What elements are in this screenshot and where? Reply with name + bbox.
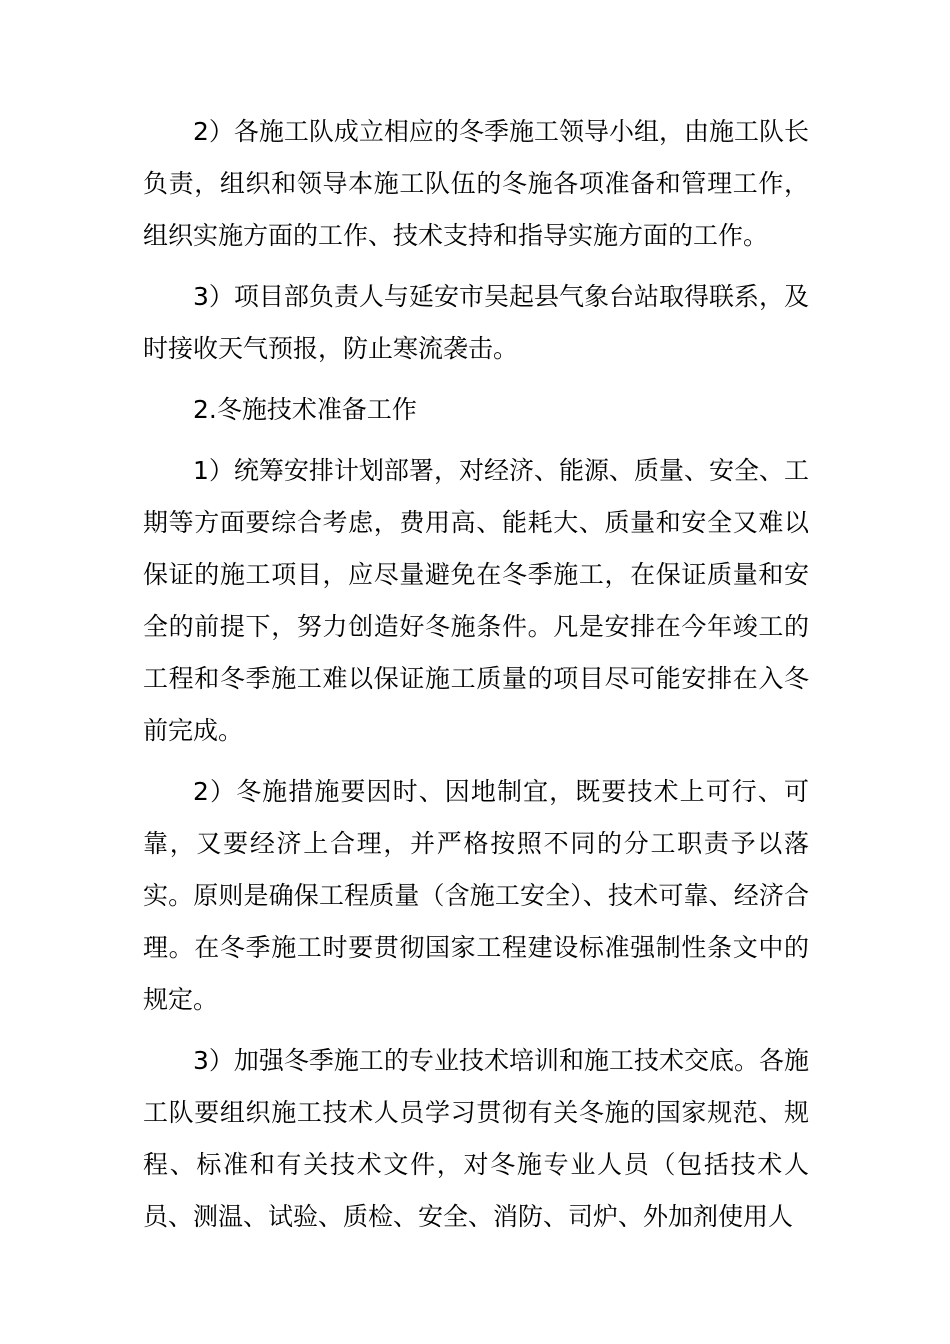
section-heading-technical-preparation: 2.冬施技术准备工作 xyxy=(193,395,417,424)
paragraph-planning: 1）统筹安排计划部署，对经济、能源、质量、安全、工期等方面要综合考虑，费用高、能耗大、质量和安全又难以保证的施工项目，应尽量避免在冬季施工，在保证质量和安全的前提下，努力创造好冬施条件。凡是安排在今年竣工的工程和冬季施工难以保证施工质量的项目尽可能安排在入冬前完成。 xyxy=(143,456,809,745)
document-body xyxy=(143,106,809,1252)
paragraph-training: 3）加强冬季施工的专业技术培训和施工技术交底。各施工队要组织施工技术人员学习贯彻有关冬施的国家规范、规程、标准和有关技术文件，对冬施专业人员（包括技术人员、测温、试验、质检、安全、消防、司炉、外加剂使用人 xyxy=(143,1046,809,1231)
paragraph-measures: 2）冬施措施要因时、因地制宜，既要技术上可行、可靠，又要经济上合理，并严格按照不同的分工职责予以落实。原则是确保工程质量（含施工安全）、技术可靠、经济合理。在冬季施工时要贯彻国家工程建设标准强制性条文中的规定。 xyxy=(143,777,809,1014)
paragraph-weather-contact: 3）项目部负责人与延安市吴起县气象台站取得联系，及时接收天气预报，防止寒流袭击。 xyxy=(143,282,809,363)
paragraph-leadership-group: 2）各施工队成立相应的冬季施工领导小组，由施工队长负责，组织和领导本施工队伍的冬施各项准备和管理工作，组织实施方面的工作、技术支持和指导实施方面的工作。 xyxy=(143,117,809,250)
